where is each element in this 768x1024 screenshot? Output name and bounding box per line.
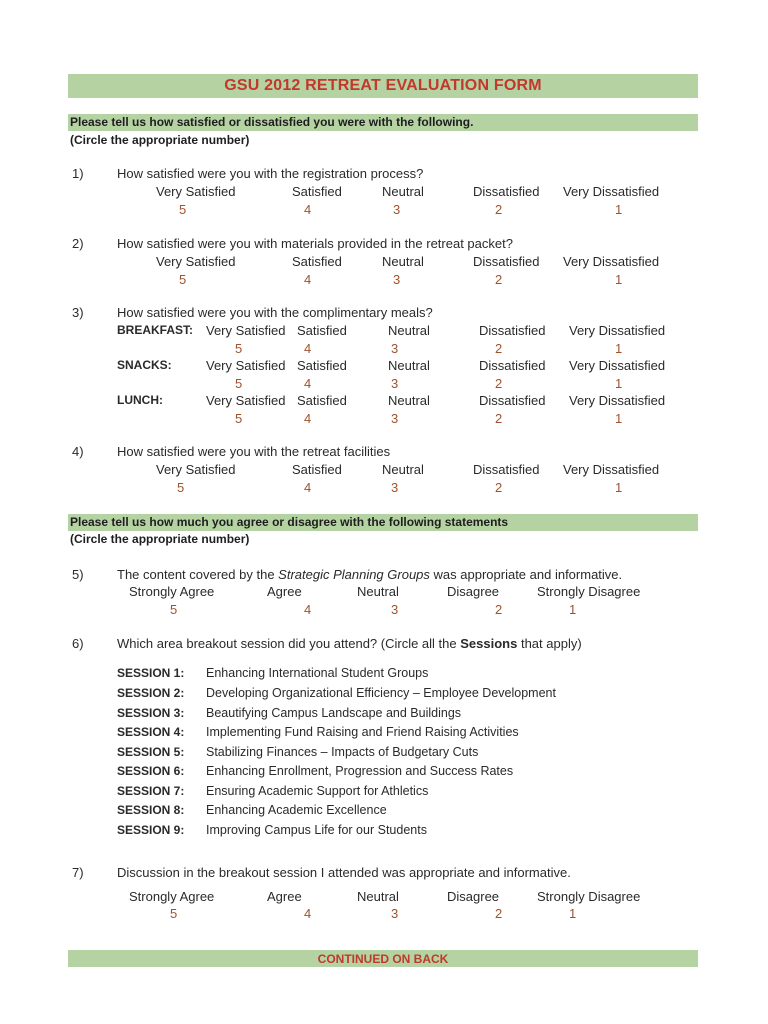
session-8-label: SESSION 8:: [117, 803, 185, 817]
q4-number: 4): [72, 444, 84, 459]
q4-option-1[interactable]: 1: [615, 480, 623, 495]
meal-label-lunch: LUNCH:: [117, 393, 163, 407]
q5-label-neutral: Neutral: [357, 584, 399, 599]
q2-option-4[interactable]: 4: [304, 272, 312, 287]
q5-label-disagree: Disagree: [447, 584, 500, 599]
breakfast-option-3[interactable]: 3: [391, 341, 399, 356]
q5-number: 5): [72, 567, 84, 582]
q2-label-neutral: Neutral: [382, 254, 424, 269]
section2-heading: Please tell us how much you agree or disagree with the following statements: [70, 515, 509, 529]
snacks-label-neutral: Neutral: [388, 358, 430, 373]
breakfast-label-satisfied: Satisfied: [297, 323, 347, 338]
q2-option-1[interactable]: 1: [615, 272, 623, 287]
q1-label-dissatisfied: Dissatisfied: [473, 184, 540, 199]
q4-option-4[interactable]: 4: [304, 480, 312, 495]
snacks-label-very-dissatisfied: Very Dissatisfied: [569, 358, 666, 373]
q7-label-strongly-agree: Strongly Agree: [129, 889, 215, 904]
session-7-label: SESSION 7:: [117, 784, 185, 798]
section2-subheading: (Circle the appropriate number): [70, 532, 250, 546]
breakfast-option-2[interactable]: 2: [495, 341, 503, 356]
snacks-option-5[interactable]: 5: [235, 376, 243, 391]
q5-option-4[interactable]: 4: [304, 602, 312, 617]
section1-band: [68, 114, 698, 131]
lunch-label-neutral: Neutral: [388, 393, 430, 408]
q2-option-2[interactable]: 2: [495, 272, 503, 287]
lunch-label-dissatisfied: Dissatisfied: [479, 393, 546, 408]
q7-label-strongly-disagree: Strongly Disagree: [537, 889, 641, 904]
q2-text: How satisfied were you with materials provided in the retreat packet?: [117, 236, 513, 251]
breakfast-option-1[interactable]: 1: [615, 341, 623, 356]
breakfast-label-dissatisfied: Dissatisfied: [479, 323, 546, 338]
session-1-title[interactable]: Enhancing International Student Groups: [206, 666, 429, 680]
q6-text-before: Which area breakout session did you attend? (Circle all the: [117, 636, 461, 651]
section1-heading: Please tell us how satisfied or dissatisfied you were with the following.: [70, 115, 474, 129]
lunch-option-5[interactable]: 5: [235, 411, 243, 426]
q7-option-3[interactable]: 3: [391, 906, 399, 921]
meal-label-snacks: SNACKS:: [117, 358, 172, 372]
q5-option-2[interactable]: 2: [495, 602, 503, 617]
q4-label-very-satisfied: Very Satisfied: [156, 462, 236, 477]
section1-subheading: (Circle the appropriate number): [70, 133, 250, 147]
session-9-label: SESSION 9:: [117, 823, 185, 837]
meal-label-breakfast: BREAKFAST:: [117, 323, 194, 337]
session-1-label: SESSION 1:: [117, 666, 185, 680]
snacks-option-2[interactable]: 2: [495, 376, 503, 391]
title-band: [68, 74, 698, 98]
snacks-label-satisfied: Satisfied: [297, 358, 347, 373]
q7-option-4[interactable]: 4: [304, 906, 312, 921]
lunch-label-very-satisfied: Very Satisfied: [206, 393, 286, 408]
q2-label-dissatisfied: Dissatisfied: [473, 254, 540, 269]
q7-label-disagree: Disagree: [447, 889, 500, 904]
q1-text: How satisfied were you with the registration process?: [117, 166, 424, 181]
q5-text: [117, 567, 622, 582]
q4-label-neutral: Neutral: [382, 462, 424, 477]
q5-label-agree: Agree: [267, 584, 302, 599]
q5-option-5[interactable]: 5: [170, 602, 178, 617]
q2-option-3[interactable]: 3: [393, 272, 401, 287]
q7-number: 7): [72, 865, 84, 880]
q3-number: 3): [72, 305, 84, 320]
breakfast-label-very-dissatisfied: Very Dissatisfied: [569, 323, 666, 338]
q6-number: 6): [72, 636, 84, 651]
snacks-option-4[interactable]: 4: [304, 376, 312, 391]
lunch-option-4[interactable]: 4: [304, 411, 312, 426]
session-7-title[interactable]: Ensuring Academic Support for Athletics: [206, 784, 429, 798]
session-3-label: SESSION 3:: [117, 706, 185, 720]
session-3-title[interactable]: Beautifying Campus Landscape and Buildings: [206, 706, 462, 720]
q7-option-1[interactable]: 1: [569, 906, 577, 921]
snacks-option-1[interactable]: 1: [615, 376, 623, 391]
breakfast-label-very-satisfied: Very Satisfied: [206, 323, 286, 338]
breakfast-option-4[interactable]: 4: [304, 341, 312, 356]
session-5-label: SESSION 5:: [117, 745, 185, 759]
q7-option-5[interactable]: 5: [170, 906, 178, 921]
lunch-label-very-dissatisfied: Very Dissatisfied: [569, 393, 666, 408]
lunch-option-2[interactable]: 2: [495, 411, 503, 426]
q4-option-2[interactable]: 2: [495, 480, 503, 495]
q6-text-after: that apply): [517, 636, 582, 651]
q2-number: 2): [72, 236, 84, 251]
q1-option-5[interactable]: 5: [179, 202, 187, 217]
q7-option-2[interactable]: 2: [495, 906, 503, 921]
q4-label-very-dissatisfied: Very Dissatisfied: [563, 462, 660, 477]
lunch-label-satisfied: Satisfied: [297, 393, 347, 408]
snacks-label-dissatisfied: Dissatisfied: [479, 358, 546, 373]
session-6-title[interactable]: Enhancing Enrollment, Progression and Success Rates: [206, 764, 514, 778]
q1-label-very-satisfied: Very Satisfied: [156, 184, 236, 199]
q5-text-before: The content covered by the: [117, 567, 279, 582]
snacks-option-3[interactable]: 3: [391, 376, 399, 391]
session-8-title[interactable]: Enhancing Academic Excellence: [206, 803, 387, 817]
q4-text: How satisfied were you with the retreat facilities: [117, 444, 391, 459]
breakfast-label-neutral: Neutral: [388, 323, 430, 338]
q1-label-neutral: Neutral: [382, 184, 424, 199]
q5-label-strongly-agree: Strongly Agree: [129, 584, 215, 599]
q6-text-bold: Sessions: [460, 636, 518, 651]
q4-label-satisfied: Satisfied: [292, 462, 342, 477]
q2-option-5[interactable]: 5: [179, 272, 187, 287]
q1-label-satisfied: Satisfied: [292, 184, 342, 199]
q2-label-satisfied: Satisfied: [292, 254, 342, 269]
q5-text-italic: Strategic Planning Groups: [278, 567, 430, 582]
footer-band: [68, 950, 698, 967]
breakfast-option-5[interactable]: 5: [235, 341, 243, 356]
session-2-title[interactable]: Developing Organizational Efficiency – Employee Development: [206, 686, 556, 700]
q4-option-3[interactable]: 3: [391, 480, 399, 495]
continued-on-back: CONTINUED ON BACK: [317, 952, 449, 966]
lunch-option-3[interactable]: 3: [391, 411, 399, 426]
session-5-title[interactable]: Stabilizing Finances – Impacts of Budgetary Cuts: [206, 745, 479, 759]
q1-option-1[interactable]: 1: [615, 202, 623, 217]
q7-label-neutral: Neutral: [357, 889, 399, 904]
snacks-label-very-satisfied: Very Satisfied: [206, 358, 286, 373]
q2-label-very-dissatisfied: Very Dissatisfied: [563, 254, 660, 269]
q2-label-very-satisfied: Very Satisfied: [156, 254, 236, 269]
section2-band: [68, 514, 698, 531]
session-4-title[interactable]: Implementing Fund Raising and Friend Raising Activities: [206, 725, 519, 739]
session-9-title[interactable]: Improving Campus Life for our Students: [206, 823, 427, 837]
q1-option-2[interactable]: 2: [495, 202, 503, 217]
q7-label-agree: Agree: [267, 889, 302, 904]
lunch-option-1[interactable]: 1: [615, 411, 623, 426]
session-2-label: SESSION 2:: [117, 686, 185, 700]
q1-label-very-dissatisfied: Very Dissatisfied: [563, 184, 660, 199]
q7-text: Discussion in the breakout session I attended was appropriate and informative.: [117, 865, 571, 880]
q4-label-dissatisfied: Dissatisfied: [473, 462, 540, 477]
q5-text-after: was appropriate and informative.: [429, 567, 623, 582]
q3-text: How satisfied were you with the complimentary meals?: [117, 305, 433, 320]
q4-option-5[interactable]: 5: [177, 480, 185, 495]
q1-number: 1): [72, 166, 84, 181]
session-4-label: SESSION 4:: [117, 725, 185, 739]
form-title: GSU 2012 RETREAT EVALUATION FORM: [224, 77, 542, 94]
q5-option-1[interactable]: 1: [569, 602, 577, 617]
session-6-label: SESSION 6:: [117, 764, 185, 778]
q1-option-3[interactable]: 3: [393, 202, 401, 217]
q5-option-3[interactable]: 3: [391, 602, 399, 617]
q5-label-strongly-disagree: Strongly Disagree: [537, 584, 641, 599]
q6-text: [117, 636, 582, 651]
q1-option-4[interactable]: 4: [304, 202, 312, 217]
